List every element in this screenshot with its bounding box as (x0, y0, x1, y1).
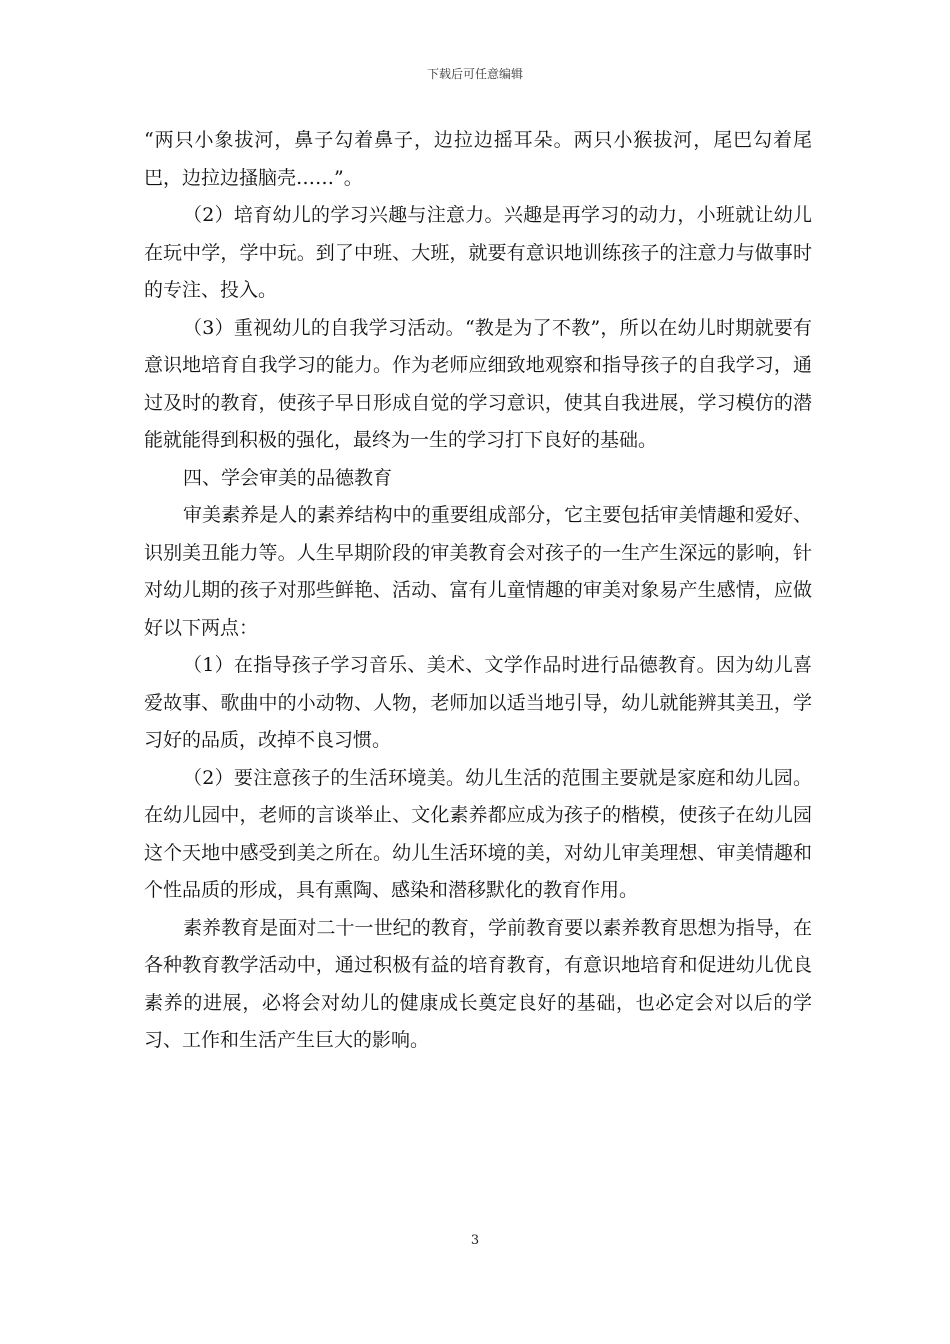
paragraph-interest-attention: （2）培育幼儿的学习兴趣与注意力。兴趣是再学习的动力，小班就让幼儿在玩中学，学中玩。到了中班、大班，就要有意识地训练孩子的注意力与做事时的专注、投入。 (144, 204, 812, 301)
paragraph-self-learning: （3）重视幼儿的自我学习活动。“教是为了不教”，所以在幼儿时期就要有意识地培育自我学习的能力。作为老师应细致地观察和指导孩子的自我学习，通过及时的教育，使孩子早日形成自觉的学习意识，使其自我进展，学习模仿的潜能就能得到积极的强化，最终为一生的学习打下良好的基础。 (144, 316, 812, 451)
section-heading-aesthetic: 四、学会审美的品德教育 (183, 466, 393, 489)
paragraph-quote-continuation: “两只小象拔河，鼻子勾着鼻子，边拉边摇耳朵。两只小猴拔河，尾巴勾着尾巴，边拉边搔脑壳……”。 (144, 129, 812, 189)
document-body (144, 122, 812, 1060)
page-header-note: 下载后可任意编辑 (426, 67, 523, 81)
paragraph-living-environment: （2）要注意孩子的生活环境美。幼儿生活的范围主要就是家庭和幼儿园。在幼儿园中，老师的言谈举止、文化素养都应成为孩子的楷模，使孩子在幼儿园这个天地中感受到美之所在。幼儿生活环境的美，对幼儿审美理想、审美情趣和个性品质的形成，具有熏陶、感染和潜移默化的教育作用。 (144, 766, 812, 901)
page-number: 3 (470, 1233, 480, 1248)
paragraph-aesthetic-intro: 审美素养是人的素养结构中的重要组成部分，它主要包括审美情趣和爱好、识别美丑能力等。人生早期阶段的审美教育会对孩子的一生产生深远的影响，针对幼儿期的孩子对那些鲜艳、活动、富有儿童情趣的审美对象易产生感情，应做好以下两点： (144, 504, 812, 639)
paragraph-arts-guidance: （1）在指导孩子学习音乐、美术、文学作品时进行品德教育。因为幼儿喜爱故事、歌曲中的小动物、人物，老师加以适当地引导，幼儿就能辨其美丑，学习好的品质，改掉不良习惯。 (144, 654, 812, 751)
paragraph-conclusion: 素养教育是面对二十一世纪的教育，学前教育要以素养教育思想为指导，在各种教育教学活动中，通过积极有益的培育教育，有意识地培育和促进幼儿优良素养的进展，必将会对幼儿的健康成长奠定良好的基础，也必定会对以后的学习、工作和生活产生巨大的影响。 (144, 916, 812, 1051)
